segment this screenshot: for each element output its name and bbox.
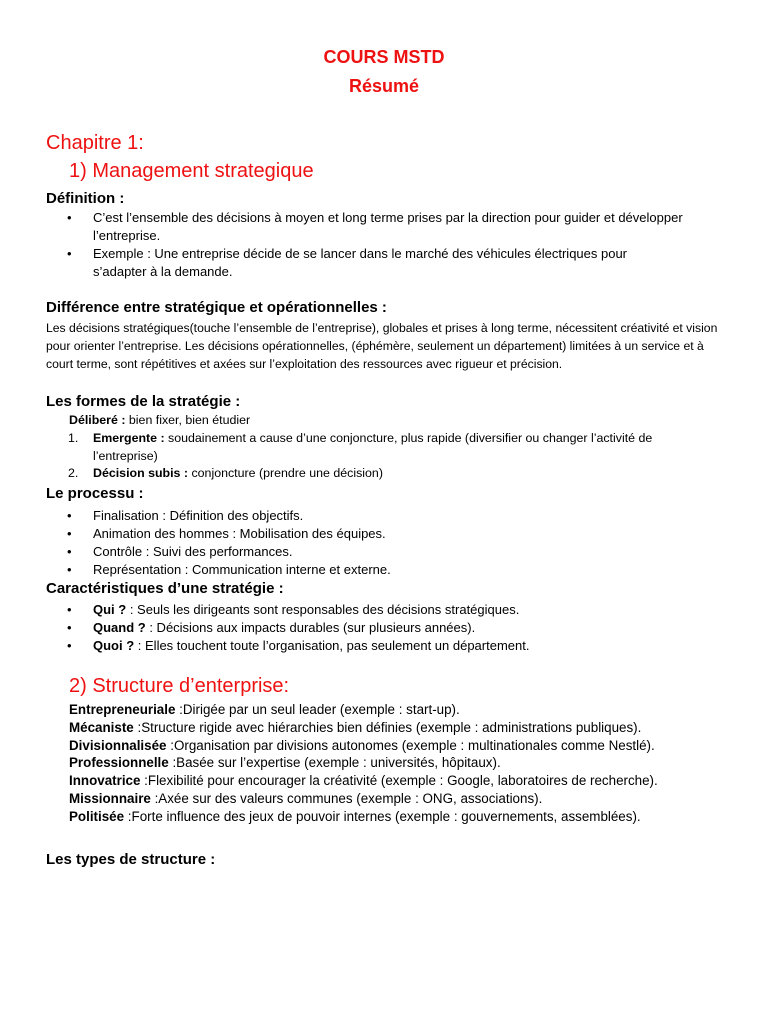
list-text: : Décisions aux impacts durables (sur plusieurs années). bbox=[145, 620, 476, 635]
list-item bbox=[69, 719, 729, 737]
list-item bbox=[69, 790, 729, 808]
definition-list bbox=[0, 209, 768, 281]
document-subtitle: Résumé bbox=[348, 76, 420, 96]
list-term: Quand ? bbox=[93, 620, 146, 635]
list-term: Mécaniste bbox=[69, 719, 134, 735]
list-item bbox=[69, 701, 729, 719]
section2-heading: 2) Structure d’enterprise: bbox=[69, 675, 290, 697]
list-text: :Organisation par divisions autonomes (exemple : multinationales comme Nestlé). bbox=[166, 737, 655, 753]
list-item: • Animation des hommes : Mobilisation des équipes. bbox=[0, 525, 683, 543]
list-item: • Finalisation : Définition des objectifs. bbox=[0, 507, 683, 525]
list-item bbox=[69, 808, 729, 826]
list-number: 1. bbox=[68, 431, 79, 445]
list-item bbox=[0, 637, 683, 655]
list-text: :Structure rigide avec hiérarchies bien définies (exemple : administrations publiques). bbox=[133, 719, 642, 735]
list-text: conjoncture (prendre une décision) bbox=[188, 466, 383, 480]
list-item: • C’est l’ensemble des décisions à moyen et long terme prises par la direction pour guider et développer l’entreprise. bbox=[0, 209, 683, 245]
list-term: Professionnelle bbox=[69, 755, 169, 771]
list-item bbox=[69, 754, 729, 772]
list-term: Entrepreneuriale bbox=[69, 702, 176, 717]
list-term: Innovatrice bbox=[69, 773, 141, 789]
list-term: Politisée bbox=[69, 808, 125, 824]
list-item bbox=[0, 601, 683, 619]
list-item bbox=[69, 772, 729, 790]
forms-first-item bbox=[69, 413, 250, 427]
forms-first-term: Déliberé : bbox=[69, 413, 126, 427]
list-item bbox=[68, 430, 708, 465]
list-term: Décision subis : bbox=[93, 466, 189, 480]
list-item: • Contrôle : Suivi des performances. bbox=[0, 543, 683, 561]
process-heading: Le processu : bbox=[46, 485, 144, 502]
list-number: 2. bbox=[68, 466, 79, 480]
list-text: :Axée sur des valeurs communes (exemple : ONG, associations). bbox=[150, 790, 543, 806]
list-item bbox=[0, 619, 683, 637]
list-text: :Flexibilité pour encourager la créativité (exemple : Google, laboratoires de recherche). bbox=[140, 773, 658, 789]
list-text: : Seuls les dirigeants sont responsables des décisions stratégiques. bbox=[126, 602, 520, 617]
list-text: : Elles touchent toute l’organisation, pas seulement un département. bbox=[134, 638, 530, 653]
forms-first-text: bien fixer, bien étudier bbox=[125, 413, 251, 427]
characteristics-heading: Caractéristiques d’une stratégie : bbox=[46, 580, 284, 597]
section1-heading: 1) Management strategique bbox=[69, 160, 314, 182]
list-text: soudainement a cause d’une conjoncture, plus rapide (diversifier ou changer l’activité de l’entreprise) bbox=[93, 431, 653, 463]
list-term: Qui ? bbox=[93, 602, 127, 617]
difference-heading: Différence entre stratégique et opérationnelles : bbox=[46, 299, 387, 316]
list-term: Emergente : bbox=[93, 431, 165, 445]
process-list bbox=[0, 507, 768, 579]
definition-heading: Définition : bbox=[46, 190, 125, 207]
list-text: :Forte influence des jeux de pouvoir internes (exemple : gouvernements, assemblées). bbox=[124, 808, 641, 824]
difference-paragraph: Les décisions stratégiques(touche l’ensemble de l’entreprise), globales et prises à long terme, nécessitent créativité et vision pour orienter l’entreprise. Les décisions opérationnelles, (éphémère, seulement un département) limitées à un service et à court terme, sont répétitives et axées sur l’exploitation des ressources avec rigueur et précision. bbox=[46, 321, 718, 371]
structure-list bbox=[69, 701, 729, 826]
types-heading: Les types de structure : bbox=[46, 851, 216, 868]
list-item: • Exemple : Une entreprise décide de se lancer dans le marché des véhicules électriques pour s’adapter à la demande. bbox=[0, 245, 683, 281]
list-term: Divisionnalisée bbox=[69, 737, 167, 753]
list-term: Missionnaire bbox=[69, 790, 151, 806]
forms-heading: Les formes de la stratégie : bbox=[46, 393, 241, 410]
list-term: Quoi ? bbox=[93, 638, 135, 653]
list-item bbox=[69, 737, 729, 755]
characteristics-list bbox=[0, 601, 768, 655]
list-item bbox=[68, 465, 708, 483]
chapter-heading: Chapitre 1: bbox=[46, 132, 144, 154]
list-text: :Basée sur l’expertise (exemple : universités, hôpitaux). bbox=[168, 755, 501, 771]
document-title: COURS MSTD bbox=[323, 47, 445, 67]
list-item: • Représentation : Communication interne et externe. bbox=[0, 561, 683, 579]
list-text: :Dirigée par un seul leader (exemple : start-up). bbox=[175, 702, 460, 717]
